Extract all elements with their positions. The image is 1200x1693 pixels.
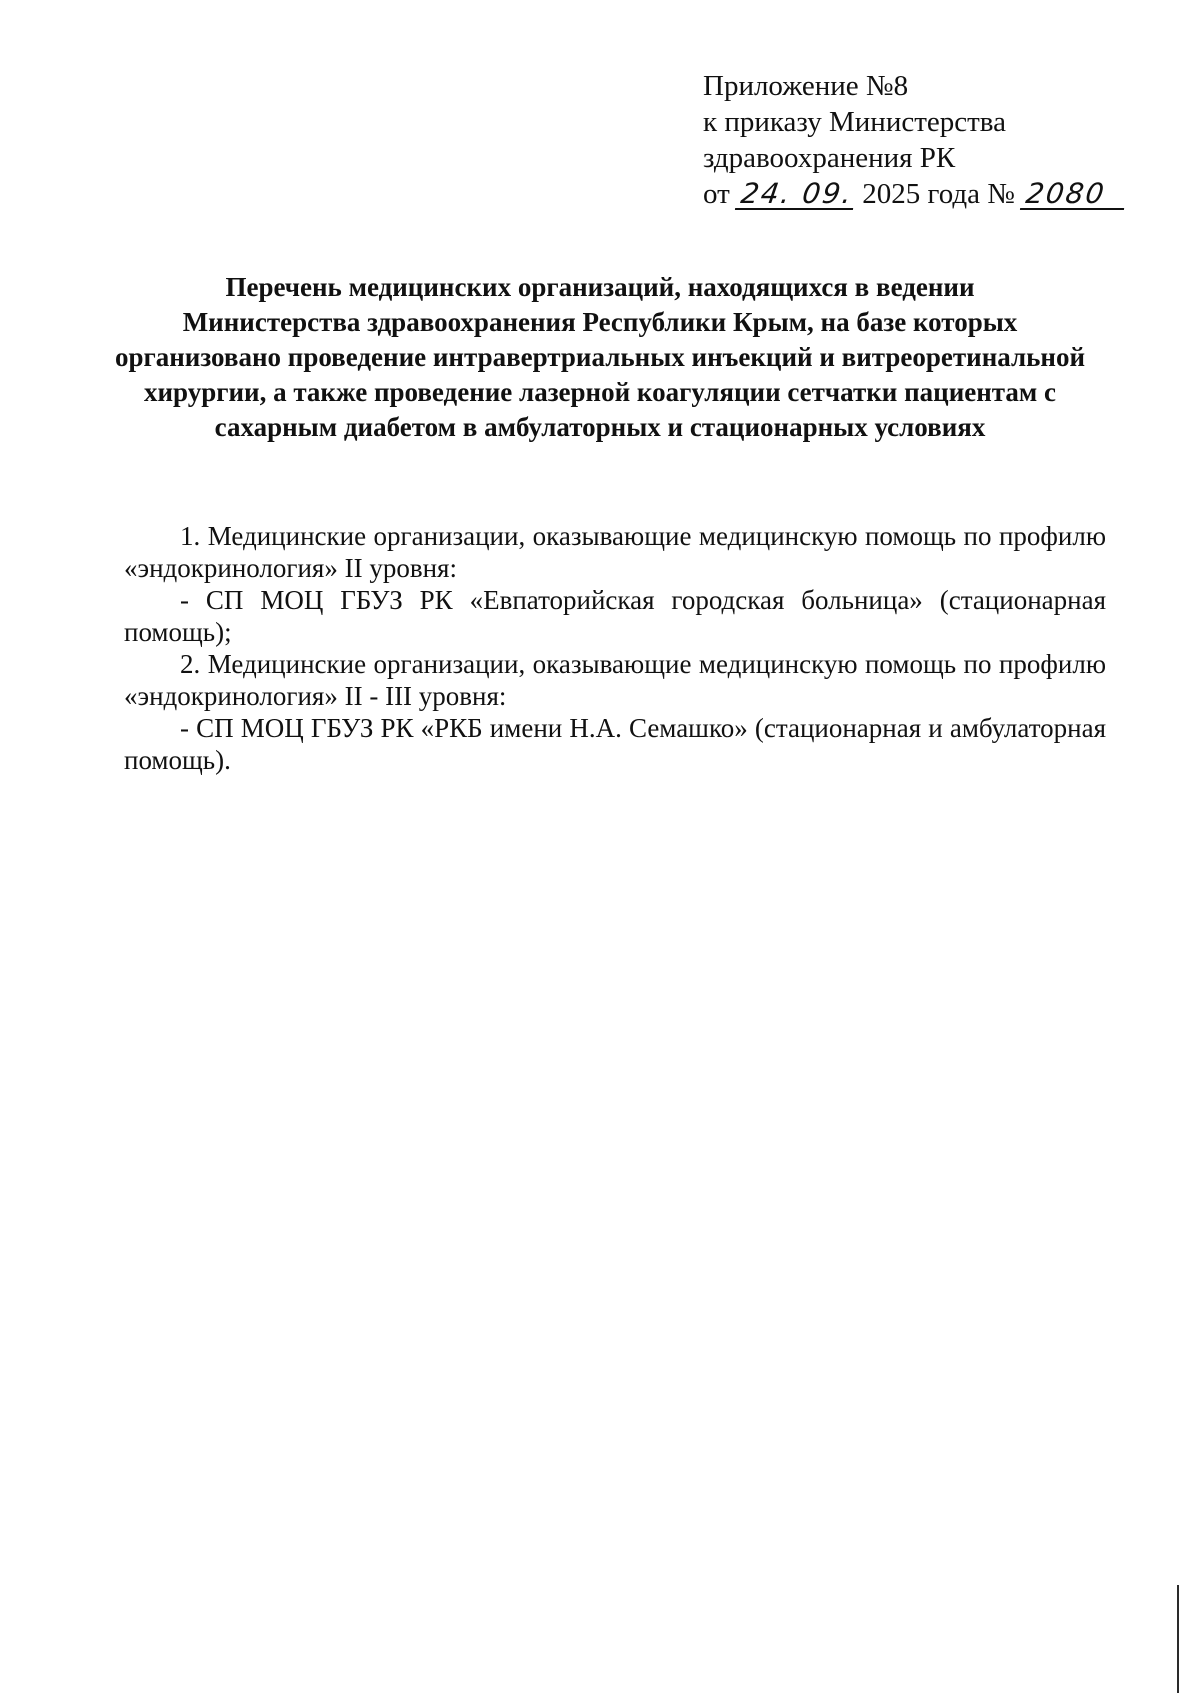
annex-date-line (703, 176, 1123, 212)
title-line: организовано проведение интравертриальных инъекций и витреоретинальной (114, 342, 1086, 372)
document-title (90, 270, 1110, 445)
annex-order-reference: к приказу Министерства (703, 106, 1006, 138)
title-line: Перечень медицинских организаций, находящихся в ведении (225, 272, 975, 302)
document-body (124, 520, 1106, 776)
title-line: сахарным диабетом в амбулаторных и стационарных условиях (214, 412, 986, 442)
paragraph-semashko-hospital: - СП МОЦ ГБУЗ РК «РКБ имени Н.А. Семашко» (стационарная и амбулаторная помощь). (124, 713, 1106, 775)
annex-ministry: здравоохранения РК (703, 142, 956, 174)
scan-edge-line (1177, 1585, 1179, 1693)
paragraph-evpatoria-hospital: - СП МОЦ ГБУЗ РК «Евпаторийская городская больница» (стационарная помощь); (124, 585, 1106, 647)
date-prefix: от (703, 178, 730, 210)
handwritten-order-number: 2080 (1020, 180, 1128, 210)
annex-header (703, 68, 1123, 212)
title-line: хирургии, а также проведение лазерной коагуляции сетчатки пациентам с (143, 377, 1057, 407)
handwritten-date: 24. 09. (735, 180, 857, 210)
paragraph-level-2-3-heading: 2. Медицинские организации, оказывающие медицинскую помощь по профилю «эндокринология» II - III уровня: (124, 649, 1106, 711)
title-line: Министерства здравоохранения Республики Крым, на базе которых (182, 307, 1018, 337)
paragraph-level-2-heading: 1. Медицинские организации, оказывающие медицинскую помощь по профилю «эндокринология» II уровня: (124, 521, 1106, 583)
date-year-text: 2025 года № (862, 178, 1015, 210)
annex-title: Приложение №8 (703, 70, 909, 102)
